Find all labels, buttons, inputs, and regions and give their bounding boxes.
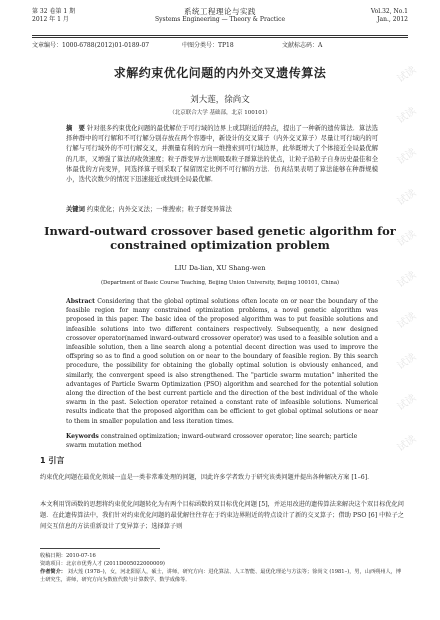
body-paragraph: 约束优化问题在最优化领域一直是一类非常难处理的问题，因此许多学者致力于研究该类问题并提出各种解决方案 [1–6]．: [40, 474, 374, 481]
date-zh: 2012 年 1 月: [32, 16, 69, 23]
article-number: 文章编号：1000-6788(2012)01-0189-07: [32, 42, 150, 49]
abstract-en: [66, 297, 378, 426]
watermark-text: 试读: [395, 146, 419, 168]
paper-title-zh: 求解约束优化问题的内外交叉遗传算法: [113, 66, 327, 80]
abstract-zh: [66, 124, 378, 185]
received-date: 收稿日期：2010-07-16: [40, 553, 96, 559]
watermark-text: 试读: [395, 269, 419, 291]
keywords-zh: [66, 205, 378, 215]
keywords-label-en: Keywords: [66, 433, 99, 440]
watermark-text: 试读: [395, 228, 419, 250]
watermark-text: 试读: [395, 392, 419, 414]
section-heading: 1 引言: [40, 456, 65, 465]
watermark-text: 试读: [395, 310, 419, 332]
abstract-text-en: Considering that the global optimal solutions often locate on or near the boundary of the feasible region for many constrained optimization problems, a novel genetic algorithm was proposed in this paper. The basic idea of the proposed algorithm was to put feasible solutions and infeasible solutions into two different containers respectively. Subsequently, a new designed crossover operator(named inward-outward crossover operator) was used to a feasible solution and a infeasible solution, then a line search along a potential decent direction was used to improve the offspring so as to find a good solution on or near to the boundary of feasible region. By this search procedure, the possibility for obtaining the globally optimal solution is obviously enhanced, and similarly, the convergent speed is also strengthened. The "particle swarm mutation" inherited the advantages of Particle Swarm Optimization (PSO) algorithm and searched for the potential solution along the direction of the best current particle and the direction of the best individual of the whole swarm in the past. Selection operator retained a constant rate of infeasible solutions. Numerical results indicate that the proposed algorithm can be efficient to get global optimal solutions or near to them in smaller population and less iteration times.: [66, 298, 379, 425]
document-code: 文献标志码：A: [282, 42, 323, 49]
abstract-label-en: Abstract: [66, 298, 95, 305]
author-bio-text: 刘大莲 (1978–)，女，河北阳原人，硕士，讲师，研究方向：进化算法、人工智能、最优化理论与方法等；徐尚文 (1981–)，男，山西朔州人，博士研究生，讲师，研究方向为数值代数与计算数学、数学成像等．: [40, 569, 402, 583]
keywords-text-zh: 约束优化；内外交叉法；一维搜索；粒子群变异算法: [86, 206, 232, 213]
watermark-text: 试读: [395, 433, 419, 455]
watermark-text: 试读: [395, 105, 419, 127]
header-rule-thin: [32, 37, 408, 38]
date-en: Jan., 2012: [377, 16, 408, 23]
footnote-rule: [40, 548, 160, 549]
header-rule: [32, 35, 408, 36]
abstract-label-zh: 摘 要: [66, 125, 85, 132]
footnote: [40, 552, 404, 584]
volume-issue-en: Vol.32, No.1: [370, 8, 408, 15]
authors-zh: 刘大莲，徐尚文: [190, 95, 250, 105]
affiliation-en: (Department of Basic Course Teaching, Beijing Union University, Beijing 100101, China): [100, 280, 340, 286]
running-header: [32, 8, 408, 34]
abstract-text-zh: 针对很多约束优化问题的最优解位于可行域的边界上或其附近的特点，提出了一种新的遗传算法．算法选择种群中的可行解和不可行解分别存放在两个容器中，新设计的交叉算子（内外交叉算子）尽量让可行域内的可行解与可行域外的不可行解交叉，并测量有利的方向一维搜索到可行域边界，此举既增大了个体接近全局最优解的几率，又增强了算法的收敛速度；粒子群变异方法则吸取粒子群算法的优点，让粒子沿粒子自身历史最佳和全体最优的方向变异，同选择算子则采取了保留固定比例不可行解的方法．仿真结果表明了算法能够在种群规模小，迭代次数少的情况下迅速接近或找到全局最优解．: [66, 125, 378, 184]
fund-info: 资助项目：北京市优秀人才 (2011D005022000009): [40, 561, 165, 567]
keywords-text-en: constrained optimization; inward-outward crossover operator; line search; particle swarm mutation method: [66, 433, 358, 450]
affiliation-zh: （北京联合大学 基础部，北京 100101）: [169, 110, 271, 116]
journal-name-en: Systems Engineering — Theory & Practice: [154, 16, 286, 23]
body-paragraph: 本文利用罚函数的思想将约束优化问题转化为有两个目标函数的双目标优化问题 [5]，并运用改进的遗传算法来解决这个双目标优化问题．在此遗传算法中，我们针对约束优化问题的最优解往往存在于约束边界附近的特点设计了新的交叉算子；借助 PSO [6] 中粒子之间交互信息的方法重新设计了变异算子；选择算子则: [40, 501, 404, 530]
header-center: [32, 8, 408, 24]
journal-name-zh: 系统工程理论与实践: [184, 7, 256, 16]
keywords-label-zh: 关键词: [66, 206, 85, 213]
watermark-text: 试读: [395, 64, 419, 86]
author-bio-label: 作者简介：: [40, 569, 66, 575]
author-bio: [40, 568, 404, 584]
watermark-text: 试读: [395, 351, 419, 373]
paper-title-en: Inward-outward crossover based genetic algorithm for constrained optimization problem: [44, 224, 396, 252]
keywords-en: [66, 432, 378, 450]
watermark-text: 试读: [395, 187, 419, 209]
header-right: [371, 8, 408, 24]
authors-en: LIU Da-lian, XU Shang-wen: [174, 264, 266, 272]
volume-issue-zh: 第 32 卷第 1 期: [32, 8, 76, 15]
clc-number: 中图分类号：TP18: [182, 42, 234, 49]
